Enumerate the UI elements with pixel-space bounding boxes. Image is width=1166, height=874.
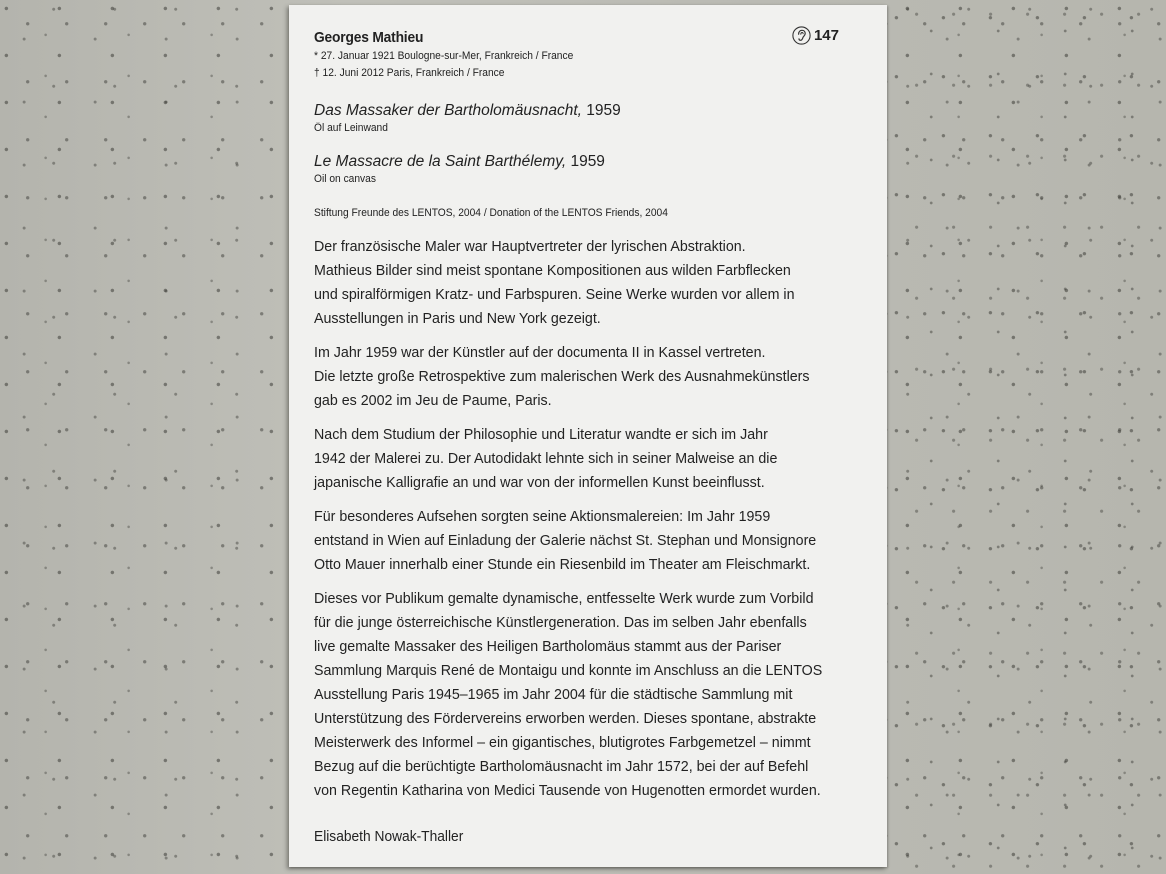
text-line: Bezug auf die berüchtigte Bartholomäusnacht im Jahr 1572, bei der auf Befehl bbox=[314, 758, 809, 775]
text-line: Die letzte große Retrospektive zum malerischen Werk des Ausnahmekünstlers bbox=[314, 368, 810, 385]
text-line: Ausstellung Paris 1945–1965 im Jahr 2004 für die städtische Sammlung mit bbox=[314, 686, 793, 703]
text-line: von Regentin Katharina von Medici Tausende von Hugenotten ermordet wurden. bbox=[314, 782, 821, 799]
work-title-text: Le Massacre de la Saint Barthélemy, bbox=[314, 153, 567, 170]
description-paragraph bbox=[314, 587, 847, 803]
text-line: und spiralförmigen Kratz- und Farbspuren. Seine Werke wurden vor allem in bbox=[314, 286, 795, 303]
text-line: Dieses vor Publikum gemalte dynamische, entfesselte Werk wurde zum Vorbild bbox=[314, 590, 814, 607]
text-line: live gemalte Massaker des Heiligen Bartholomäus stammt aus der Pariser bbox=[314, 638, 782, 655]
text-line: Der französische Maler war Hauptvertreter der lyrischen Abstraktion. bbox=[314, 238, 746, 255]
artist-name: Georges Mathieu bbox=[314, 29, 424, 46]
artist-birth: * 27. Januar 1921 Boulogne-sur-Mer, Frankreich / France bbox=[314, 50, 574, 62]
label-content bbox=[314, 29, 847, 847]
text-line: Ausstellungen in Paris und New York gezeigt. bbox=[314, 310, 601, 327]
description-paragraph bbox=[314, 505, 847, 577]
author-signature: Elisabeth Nowak-Thaller bbox=[314, 829, 464, 845]
work-year: 1959 bbox=[581, 102, 621, 119]
text-line: gab es 2002 im Jeu de Paume, Paris. bbox=[314, 392, 552, 409]
work-title-french bbox=[314, 152, 847, 188]
museum-wall-label bbox=[289, 5, 887, 867]
text-line: Unterstützung des Fördervereins erworben werden. Dieses spontane, abstrakte bbox=[314, 710, 817, 727]
text-line: Otto Mauer innerhalb einer Stunde ein Riesenbild im Theater am Fleischmarkt. bbox=[314, 556, 811, 573]
text-line: Mathieus Bilder sind meist spontane Kompositionen aus wilden Farbflecken bbox=[314, 262, 791, 279]
work-medium: Oil on canvas bbox=[314, 173, 376, 185]
credit-line: Stiftung Freunde des LENTOS, 2004 / Donation of the LENTOS Friends, 2004 bbox=[314, 207, 668, 219]
description-paragraph bbox=[314, 341, 847, 413]
work-title-text: Das Massaker der Bartholomäusnacht, bbox=[314, 102, 582, 119]
artist-death: † 12. Juni 2012 Paris, Frankreich / France bbox=[314, 67, 505, 79]
audio-guide-number: 147 bbox=[813, 27, 839, 44]
description-paragraph bbox=[314, 423, 847, 495]
text-line: für die junge österreichische Künstlergeneration. Das im selben Jahr ebenfalls bbox=[314, 614, 807, 631]
text-line: 1942 der Malerei zu. Der Autodidakt lehnte sich in seiner Malweise an die bbox=[314, 450, 778, 467]
text-line: Sammlung Marquis René de Montaigu und konnte im Anschluss an die LENTOS bbox=[314, 662, 823, 679]
text-line: Für besonderes Aufsehen sorgten seine Aktionsmalereien: Im Jahr 1959 bbox=[314, 508, 771, 525]
work-year: 1959 bbox=[566, 153, 605, 170]
text-line: Im Jahr 1959 war der Künstler auf der documenta II in Kassel vertreten. bbox=[314, 344, 766, 361]
work-title-german bbox=[314, 101, 847, 137]
text-line: entstand in Wien auf Einladung der Galerie nächst St. Stephan und Monsignore bbox=[314, 532, 817, 549]
concrete-wall-texture bbox=[887, 0, 1166, 874]
description-paragraph bbox=[314, 235, 847, 331]
work-medium: Öl auf Leinwand bbox=[314, 122, 388, 134]
text-line: Meisterwerk des Informel – ein gigantisches, blutigrotes Farbgemetzel – nimmt bbox=[314, 734, 811, 751]
text-line: Nach dem Studium der Philosophie und Literatur wandte er sich im Jahr bbox=[314, 426, 768, 443]
text-line: japanische Kalligrafie an und war von der informellen Kunst beeinflusst. bbox=[314, 474, 765, 491]
